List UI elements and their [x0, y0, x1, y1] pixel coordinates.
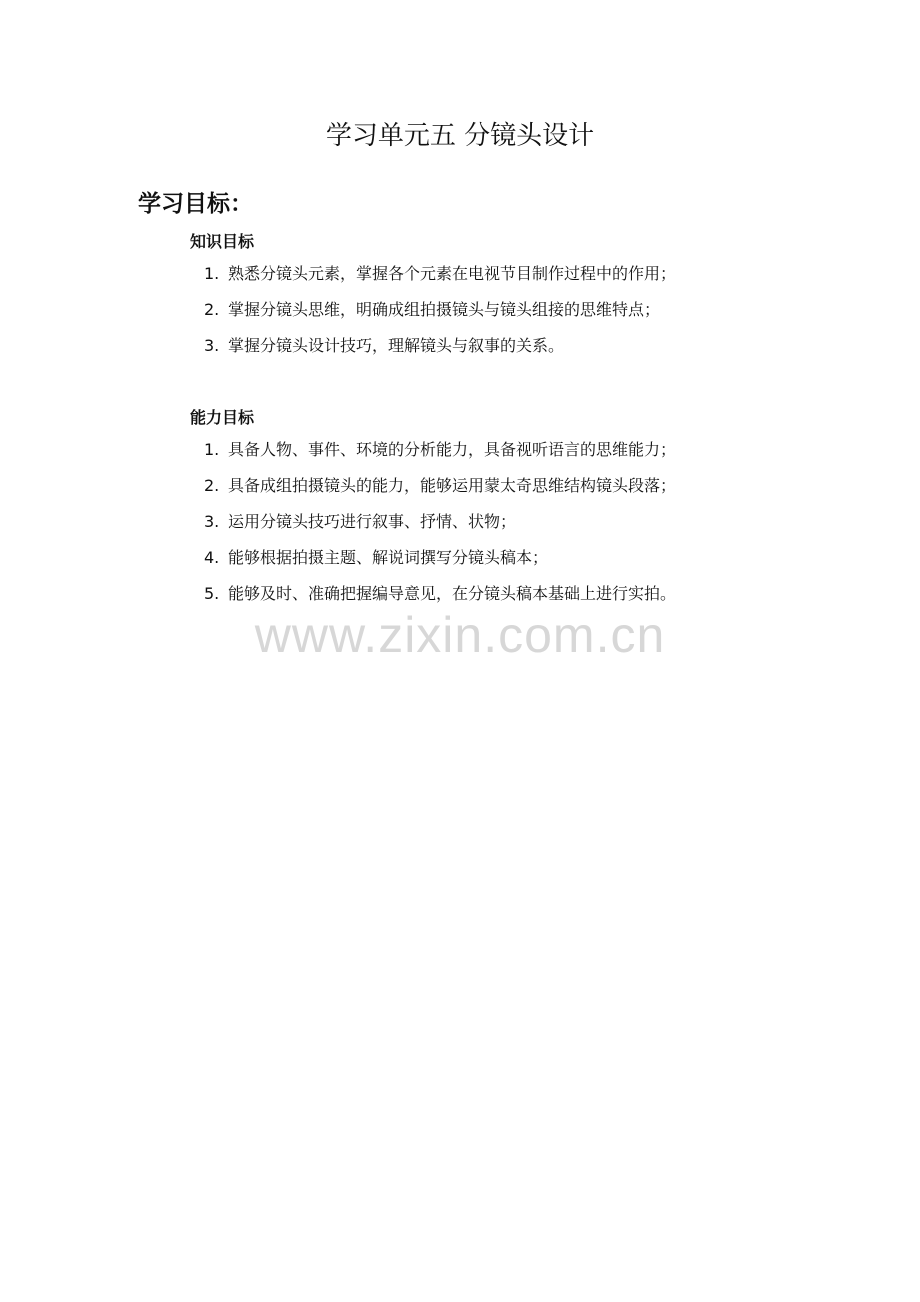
list-item: [190, 328, 790, 364]
item-text: 掌握分镜头思维，明确成组拍摄镜头与镜头组接的思维特点；: [228, 300, 661, 319]
item-number: 1.: [204, 264, 220, 283]
item-number: 2.: [204, 476, 220, 495]
item-text: 掌握分镜头设计技巧，理解镜头与叙事的关系。: [228, 336, 565, 355]
item-number: 5.: [204, 584, 220, 603]
item-number: 3.: [204, 336, 220, 355]
ability-goals-title: 能力目标: [190, 408, 255, 427]
item-text: 具备成组拍摄镜头的能力，能够运用蒙太奇思维结构镜头段落；: [228, 476, 677, 495]
knowledge-goals-section: [190, 230, 790, 364]
item-number: 2.: [204, 300, 220, 319]
ability-goals-section: [190, 406, 790, 612]
item-text: 能够及时、准确把握编导意见，在分镜头稿本基础上进行实拍。: [228, 584, 677, 603]
item-text: 能够根据拍摄主题、解说词撰写分镜头稿本；: [228, 548, 549, 567]
ability-goals-list: [190, 432, 790, 612]
item-number: 4.: [204, 548, 220, 567]
item-text: 运用分镜头技巧进行叙事、抒情、状物；: [228, 512, 517, 531]
list-item: [190, 540, 790, 576]
knowledge-goals-list: [190, 256, 790, 364]
list-item: [190, 504, 790, 540]
list-item: [190, 468, 790, 504]
item-number: 3.: [204, 512, 220, 531]
page-title: 学习单元五 分镜头设计: [325, 121, 595, 151]
section-heading-learning-goals: 学习目标：: [138, 191, 253, 217]
item-text: 具备人物、事件、环境的分析能力，具备视听语言的思维能力；: [228, 440, 677, 459]
knowledge-goals-title: 知识目标: [190, 232, 255, 251]
list-item: [190, 256, 790, 292]
watermark: www.zixin.com.cn: [254, 607, 666, 663]
list-item: [190, 292, 790, 328]
item-number: 1.: [204, 440, 220, 459]
item-text: 熟悉分镜头元素，掌握各个元素在电视节目制作过程中的作用；: [228, 264, 677, 283]
list-item: [190, 432, 790, 468]
